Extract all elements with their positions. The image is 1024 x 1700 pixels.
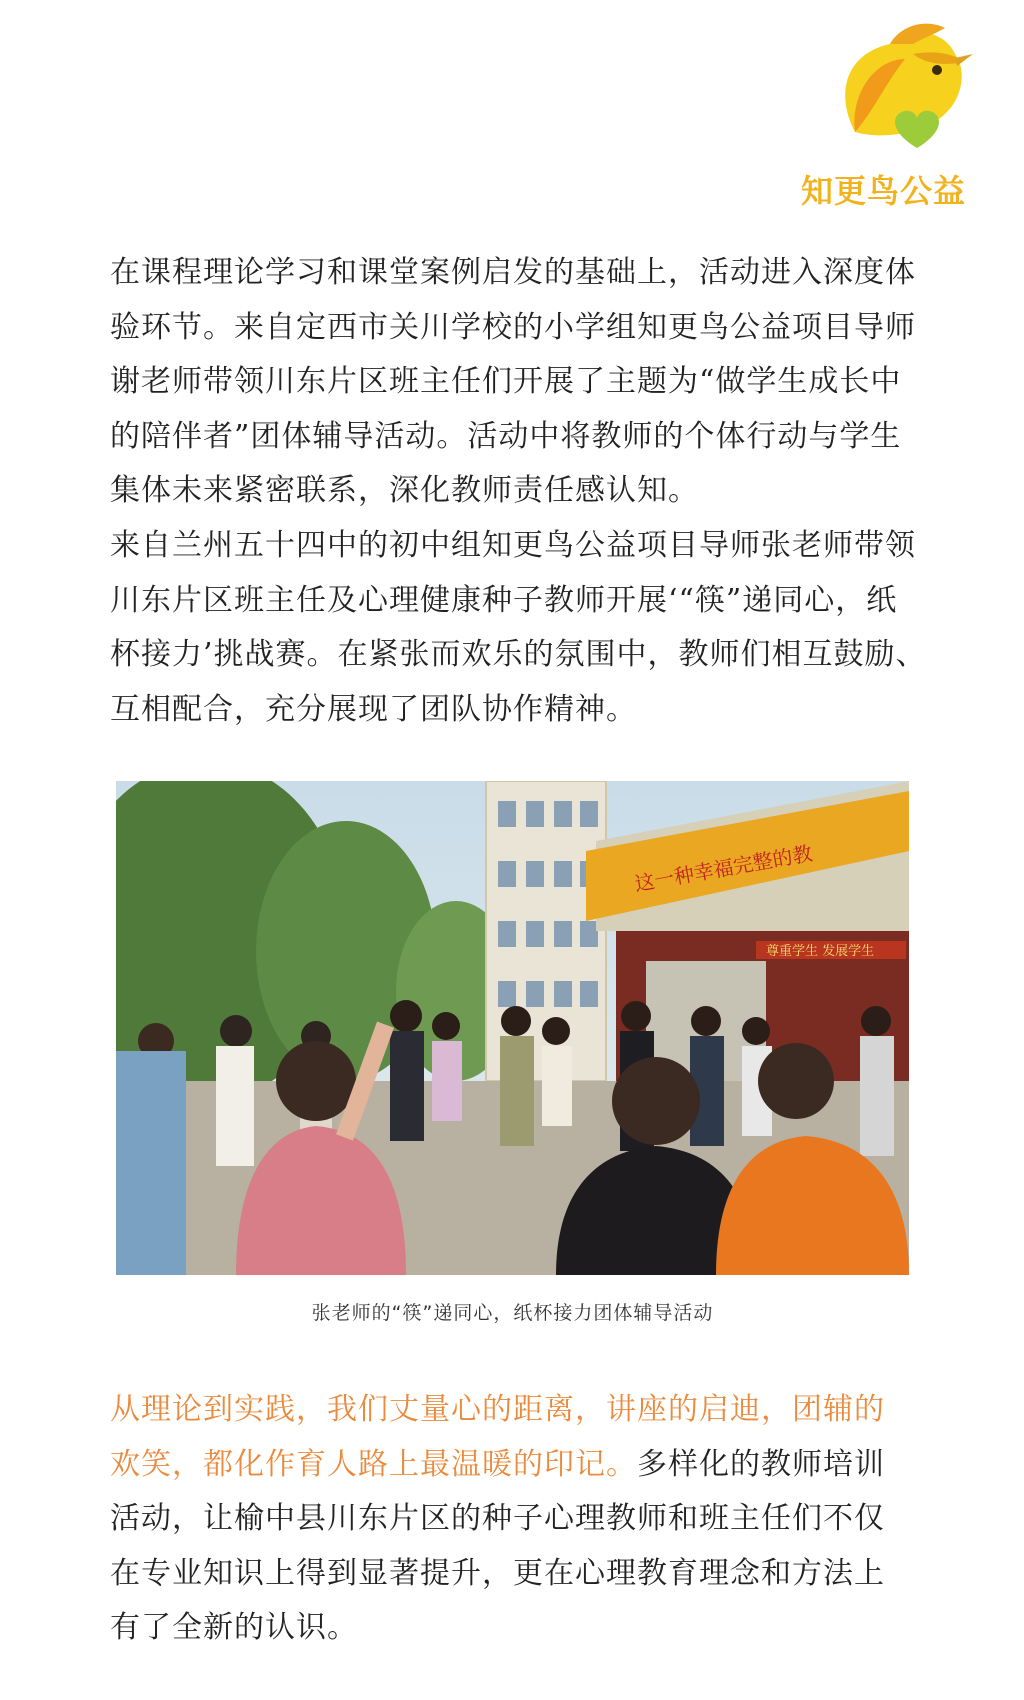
- brand-logo: [795, 14, 995, 214]
- paragraph-chopstick-challenge: 来自兰州五十四中的初中组知更鸟公益项目导师张老师带领川东片区班主任及心理健康种子教师开展‘“筷”递同心，纸杯接力’挑战赛。在紧张而欢乐的氛围中，教师们相互鼓励、互相配合，充分展现了团队协作精神。: [110, 528, 927, 727]
- brand-logo-text: 知更鸟公益: [801, 172, 967, 210]
- banner-text: 这一种幸福完整的教: [632, 841, 815, 896]
- summary-highlight: 从理论到实践，我们丈量心的距离，讲座的启迪，团辅的欢笑，都化作育人路上最温暖的印记。: [110, 1392, 885, 1482]
- activity-photo: [116, 781, 909, 1275]
- robin-bird-icon: [795, 14, 995, 164]
- board-text: 尊重学生 发展学生: [766, 944, 875, 959]
- paragraph-deep-experience: 在课程理论学习和课堂案例启发的基础上，活动进入深度体验环节。来自定西市关川学校的小学组知更鸟公益项目导师谢老师带领川东片区班主任们开展了主题为“做学生成长中的陪伴者”团体辅导活动。活动中将教师的个体行动与学生集体未来紧密联系，深化教师责任感认知。: [110, 255, 916, 509]
- paragraph-summary: [110, 1383, 910, 1656]
- photo-caption: 张老师的“筷”递同心，纸杯接力团体辅导活动: [311, 1302, 714, 1324]
- summary-body: 多样化的教师培训活动，让榆中县川东片区的种子心理教师和班主任们不仅在专业知识上得到显著提升，更在心理教育理念和方法上有了全新的认识。: [110, 1446, 885, 1646]
